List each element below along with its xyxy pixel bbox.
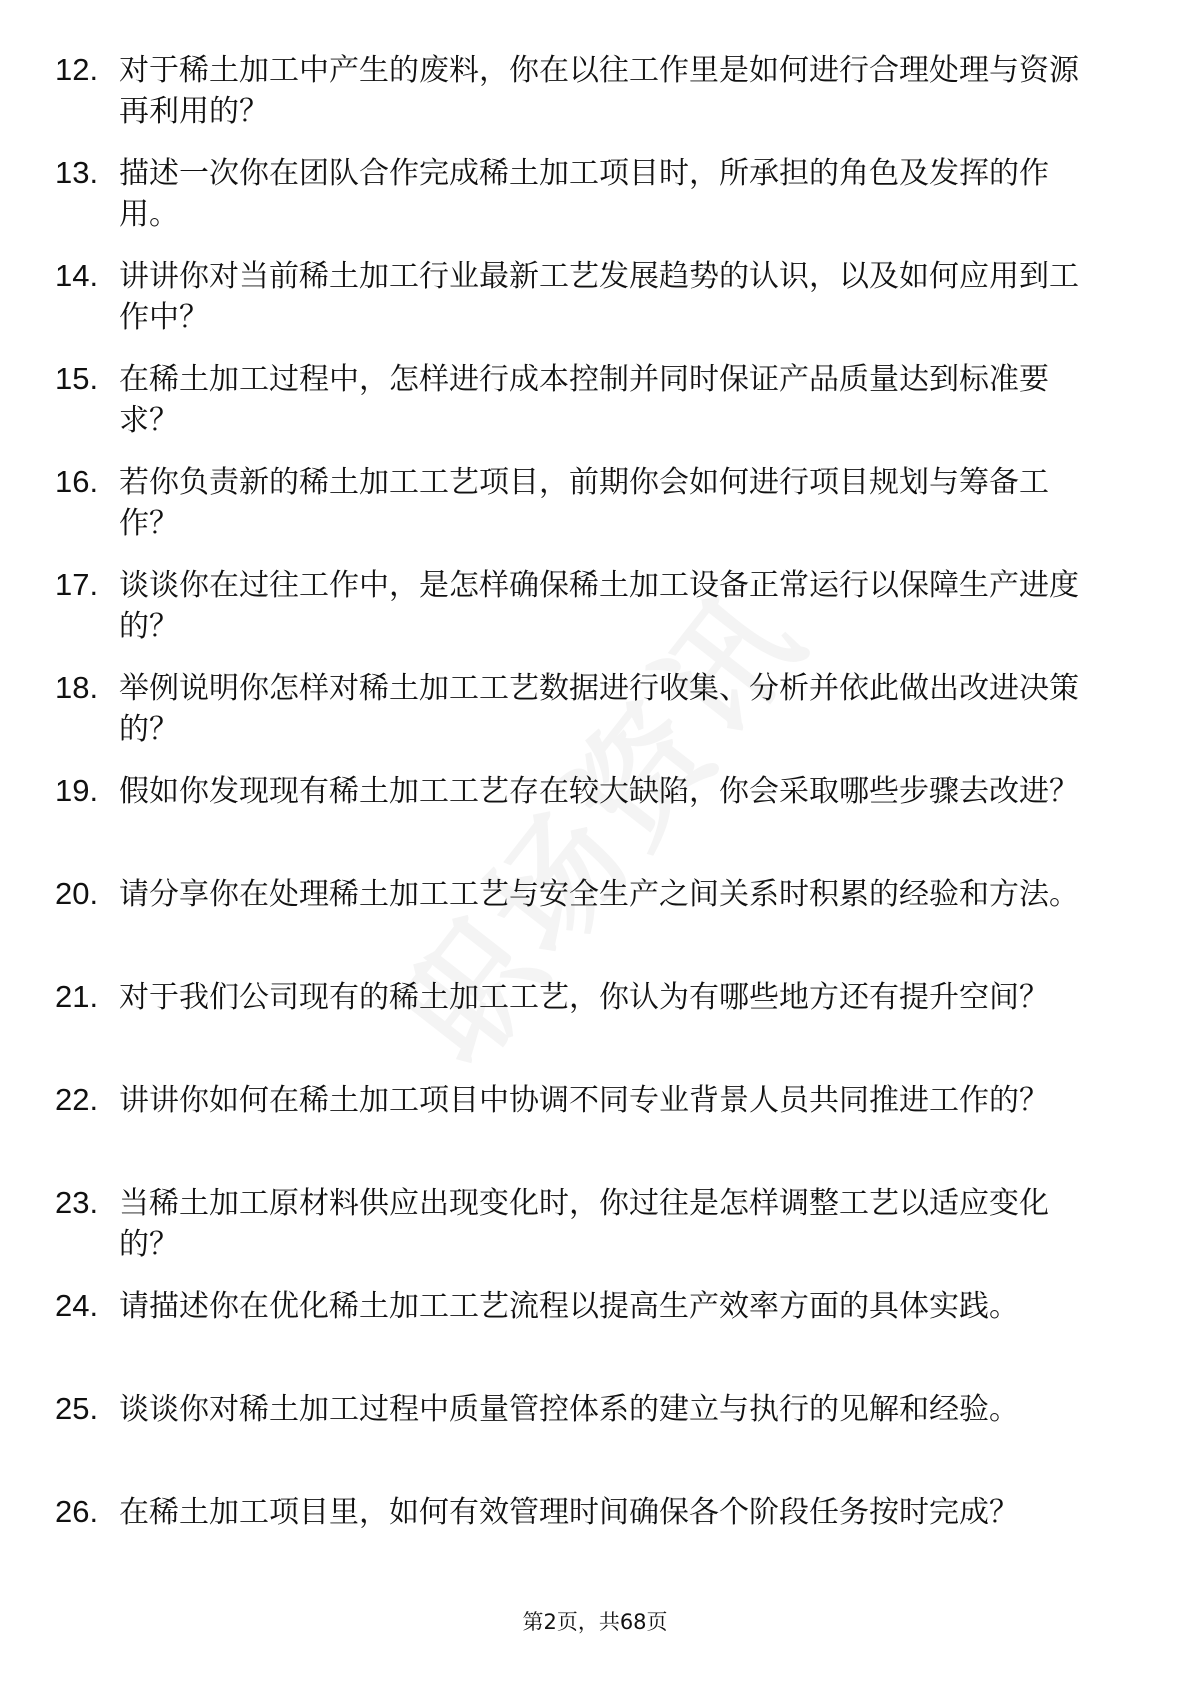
question-number: 26. [55,1494,99,1529]
question-number: 22. [55,1082,99,1117]
question-number: 17. [55,567,99,602]
question-number: 25. [55,1391,99,1426]
question-item [55,256,1105,359]
question-text: 对于我们公司现有的稀土加工工艺，你认为有哪些地方还有提升空间？ [119,980,1049,1015]
question-number: 14. [55,258,99,293]
question-number: 13. [55,155,99,190]
question-text: 对于稀土加工中产生的废料，你在以往工作里是如何进行合理处理与资源再利用的？ [119,53,1079,129]
question-text: 谈谈你在过往工作中，是怎样确保稀土加工设备正常运行以保障生产进度的？ [119,568,1079,644]
question-number: 15. [55,361,99,396]
question-text: 若你负责新的稀土加工工艺项目，前期你会如何进行项目规划与筹备工作？ [119,465,1049,541]
question-number: 16. [55,464,99,499]
question-number: 21. [55,979,99,1014]
question-item [55,565,1105,668]
question-number: 24. [55,1288,99,1323]
question-item [55,1183,1105,1286]
question-text: 请分享你在处理稀土加工工艺与安全生产之间关系时积累的经验和方法。 [119,877,1079,912]
question-item [55,1080,1105,1183]
question-text: 假如你发现现有稀土加工工艺存在较大缺陷，你会采取哪些步骤去改进？ [119,774,1079,809]
question-text: 在稀土加工过程中，怎样进行成本控制并同时保证产品质量达到标准要求？ [119,362,1049,438]
question-text: 谈谈你对稀土加工过程中质量管控体系的建立与执行的见解和经验。 [119,1392,1019,1427]
question-item [55,359,1105,462]
question-item [55,1492,1105,1595]
question-item [55,1286,1105,1389]
question-item [55,874,1105,977]
question-item [55,977,1105,1080]
question-number: 19. [55,773,99,808]
question-item [55,1389,1105,1492]
question-text: 描述一次你在团队合作完成稀土加工项目时，所承担的角色及发挥的作用。 [119,156,1049,232]
question-text: 讲讲你对当前稀土加工行业最新工艺发展趋势的认识，以及如何应用到工作中？ [119,259,1079,335]
question-item [55,50,1105,153]
question-text: 讲讲你如何在稀土加工项目中协调不同专业背景人员共同推进工作的？ [119,1083,1049,1118]
question-text: 在稀土加工项目里，如何有效管理时间确保各个阶段任务按时完成？ [119,1495,1019,1530]
question-number: 12. [55,52,99,87]
question-text: 请描述你在优化稀土加工工艺流程以提高生产效率方面的具体实践。 [119,1289,1019,1324]
question-text: 举例说明你怎样对稀土加工工艺数据进行收集、分析并依此做出改进决策的？ [119,671,1079,747]
question-number: 20. [55,876,99,911]
page-footer [0,1606,1190,1636]
question-item [55,153,1105,256]
question-item [55,771,1105,874]
question-item [55,668,1105,771]
page-number-label: 第2页，共68页 [522,1610,668,1634]
question-number: 18. [55,670,99,705]
question-list [55,50,1105,1595]
question-number: 23. [55,1185,99,1220]
question-item [55,462,1105,565]
question-text: 当稀土加工原材料供应出现变化时，你过往是怎样调整工艺以适应变化的？ [119,1186,1049,1262]
